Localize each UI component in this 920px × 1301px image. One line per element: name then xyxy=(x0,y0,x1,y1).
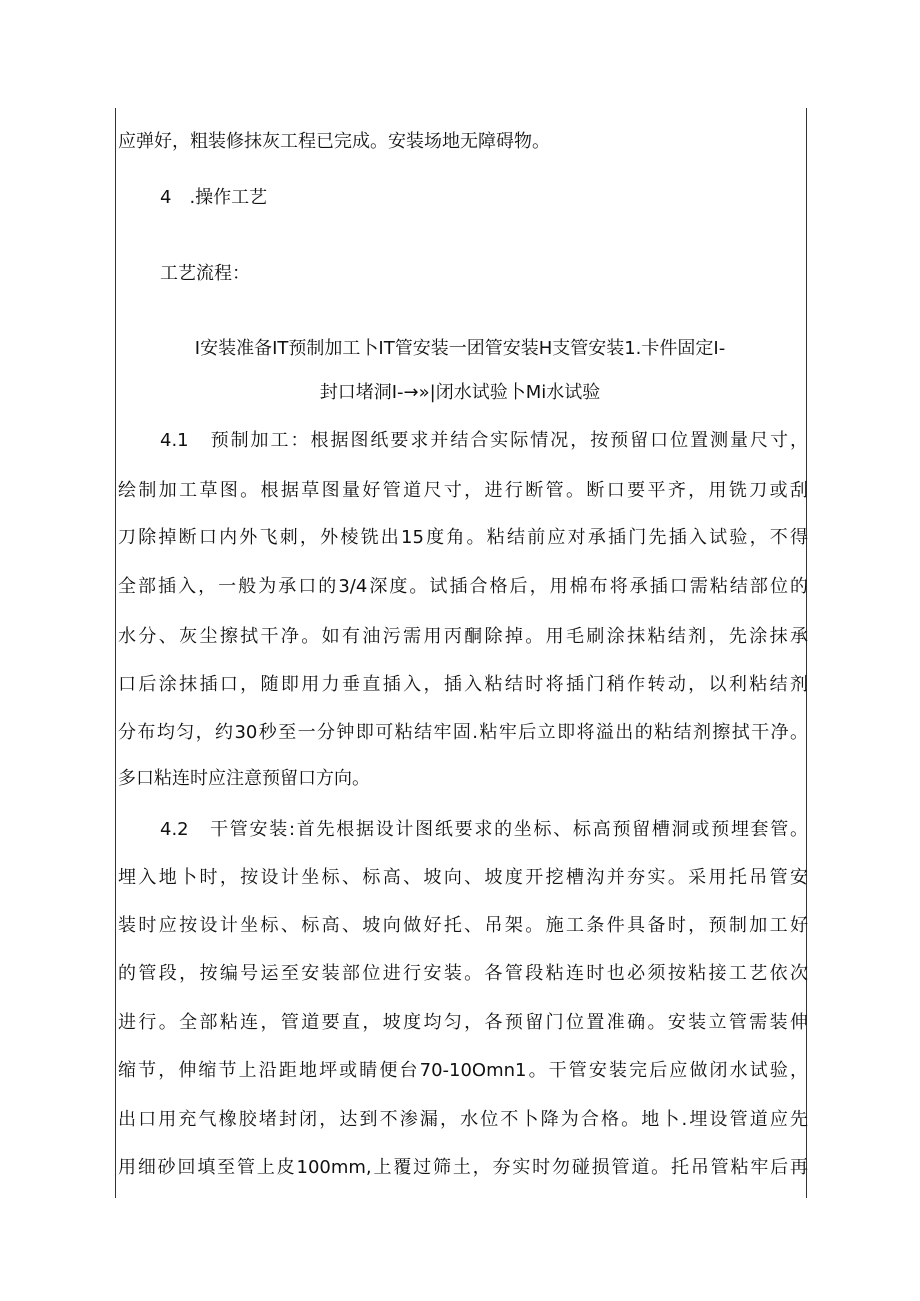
paragraph-4-2-line-6: 缩节，伸缩节上沿距地坪或睛便台70-10Omn1。干管安装完后应做闭水试验， xyxy=(118,1060,808,1081)
paragraph-4-1-line-1: 4.1 预制加工：根据图纸要求并结合实际情况，按预留口位置测量尺寸， xyxy=(160,430,808,451)
process-flow-line-1: I安装准备IT预制加工卜IT管安装一团管安装H支管安装1.卡件固定I- xyxy=(194,338,726,359)
process-flow-line-2: 封口堵洞I-→»|闭水试验卜Mi水试验 xyxy=(319,382,601,403)
paragraph-4-1-line-3: 刀除掉断口内外飞刺，外棱铣出15度角。粘结前应对承插门先插入试验，不得 xyxy=(118,527,808,548)
paragraph-4-2-line-4: 的管段，按编号运至安装部位进行安装。各管段粘连时也必须按粘接工艺依次 xyxy=(118,963,808,984)
paragraph-4-1-line-7: 分布均匀，约30秒至一分钟即可粘结牢固.粘牢后立即将溢出的粘结剂擦拭干净。 xyxy=(118,722,808,743)
paragraph-4-1-line-6: 口后涂抹插口，随即用力垂直插入，插入粘结时将插门稍作转动，以利粘结剂 xyxy=(118,674,808,695)
paragraph-4-2-line-5: 进行。全部粘连，管道要直，坡度均匀，各预留门位置准确。安装立管需装伸 xyxy=(118,1012,808,1033)
paragraph-4-2-line-2: 埋入地卜时，按设计坐标、标高、坡向、坡度开挖槽沟并夯实。采用托吊管安 xyxy=(118,867,808,888)
paragraph-4-2-line-8: 用细砂回填至管上皮100mm,上覆过筛土，夯实时勿碰损管道。托吊管粘牢后再 xyxy=(118,1157,808,1178)
paragraph-4-2-line-3: 装时应按设计坐标、标高、坡向做好托、吊架。施工条件具备时，预制加工好 xyxy=(118,915,808,936)
table-border-left xyxy=(115,108,116,1198)
paragraph-4-1-line-2: 绘制加工草图。根据草图量好管道尺寸，进行断管。断口要平齐，用铣刀或刮 xyxy=(118,480,808,501)
section-heading-operation-process: 4 .操作工艺 xyxy=(160,187,268,208)
paragraph-4-2-line-1: 4.2 干管安装:首先根据设计图纸要求的坐标、标高预留槽洞或预埋套管。 xyxy=(160,819,808,840)
paragraph-4-1-line-8: 多口粘连时应注意预留口方向。 xyxy=(118,768,370,789)
paragraph-4-1-line-5: 水分、灰尘擦拭干净。如有油污需用丙酮除掉。用毛刷涂抹粘结剂，先涂抹承 xyxy=(118,626,808,647)
paragraph-4-1-line-4: 全部插入，一般为承口的3/4深度。试插合格后，用棉布将承插口需粘结部位的 xyxy=(118,576,808,597)
paragraph-4-2-line-7: 出口用充气橡胶堵封闭，达到不渗漏，水位不卜降为合格。地卜.埋设管道应先 xyxy=(118,1109,808,1130)
process-flow-label: 工艺流程： xyxy=(160,263,250,284)
text-line-1: 应弹好，粗装修抹灰工程已完成。安装场地无障碍物。 xyxy=(118,131,550,152)
